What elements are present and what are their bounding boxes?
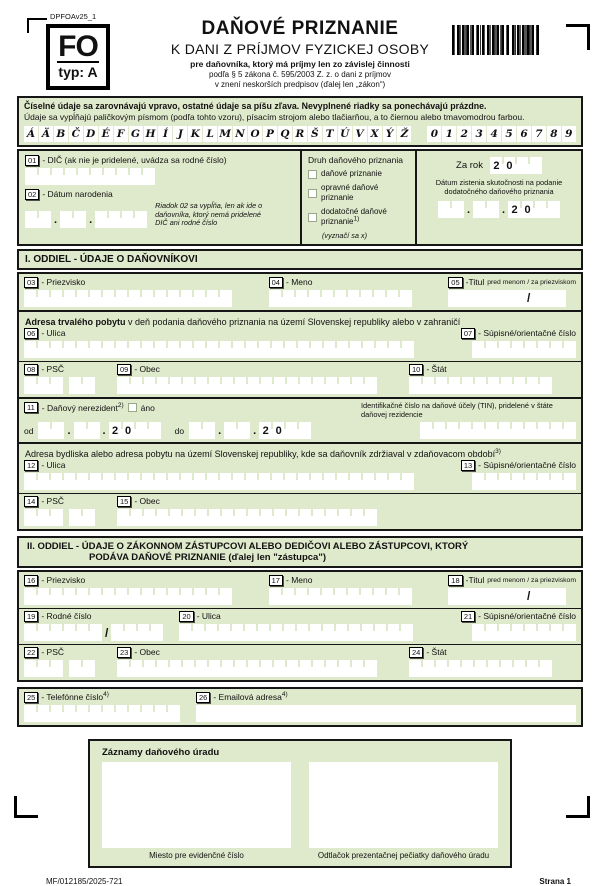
char-cell[interactable]: [50, 509, 63, 526]
birthdate-input[interactable]: [25, 211, 147, 228]
field-18-titul: [448, 575, 576, 605]
char-cell[interactable]: 0: [122, 422, 135, 439]
char-cell[interactable]: [364, 509, 377, 526]
sample-gap: [412, 126, 426, 142]
char-cell[interactable]: [401, 341, 414, 358]
field-11-nerezident: [24, 402, 155, 413]
sample-digit-box: 2: [457, 126, 471, 142]
field-11-label: - Daňový nerezident$^{2)}$: [41, 401, 124, 413]
sample-letter-box: Q: [278, 126, 292, 142]
residence-address-heading: Adresa bydliska alebo adresa pobytu na území Slovenskej republiky, kde sa daňovník zdržiaval v zdaňovacom období$^{3)}$: [25, 448, 501, 460]
sample-letter-box: N: [233, 126, 247, 142]
form-type-variant: typ: A: [58, 64, 98, 80]
sample-letter-box: B: [54, 126, 68, 142]
tax-year-input[interactable]: [490, 157, 542, 174]
field-number-12: 12: [24, 460, 38, 471]
sample-letter-box: G: [129, 126, 143, 142]
char-cell[interactable]: [399, 588, 412, 605]
sample-letter-box: Č: [69, 126, 83, 142]
sample-letter-box: J: [173, 126, 187, 142]
permanent-address-heading: Adresa trvalého pobytu v deň podania daňového priznania na území Slovenskej republiky alebo v zahraničí: [25, 317, 461, 327]
zastupca-titul-input[interactable]: [448, 588, 566, 605]
field-number-06: 06: [24, 328, 38, 339]
char-cell[interactable]: [539, 377, 552, 394]
field-22-label: - PSČ: [41, 647, 65, 658]
crop-mark-bottom-right: [566, 796, 590, 818]
field-23-obec: [117, 647, 377, 677]
field-19-rodne-cislo: [24, 611, 163, 641]
field-07-label: - Súpisné/orientačné číslo: [478, 328, 576, 338]
char-cell[interactable]: 0: [503, 157, 516, 174]
char-cell[interactable]: [563, 341, 576, 358]
field-number-22: 22: [24, 647, 38, 658]
char-cell[interactable]: [87, 422, 100, 439]
zastupca-meno-input[interactable]: [269, 588, 412, 605]
tax-year-label: Za rok: [456, 160, 483, 171]
psc2-input[interactable]: [24, 509, 95, 526]
zastupca-ulica-input[interactable]: [179, 624, 413, 641]
char-cell[interactable]: [563, 422, 576, 439]
sample-letter-box: L: [203, 126, 217, 142]
field-25-label: - Telefónne číslo$^{4)}$: [41, 691, 109, 703]
section1-name-block: [17, 272, 583, 312]
char-cell[interactable]: [563, 473, 576, 490]
dic-column: [19, 151, 300, 244]
field-20-ulica: [179, 611, 413, 641]
ano-label: áno: [140, 402, 155, 413]
field-20-label: - Ulica: [196, 611, 221, 622]
field-number-09: 09: [117, 364, 131, 375]
sample-digit-box: 5: [502, 126, 516, 142]
field-number-24: 24: [409, 647, 423, 658]
field-number-14: 14: [24, 496, 38, 507]
char-cell[interactable]: [451, 201, 464, 218]
form-header: [0, 0, 600, 96]
field-number-11: 11: [24, 402, 38, 413]
field-number-10: 10: [409, 364, 423, 375]
section2-main-block: [17, 570, 583, 682]
rezidencia-do-input[interactable]: [189, 422, 311, 439]
rodne-cislo-input-1[interactable]: [24, 624, 102, 641]
field-03-label: - Priezvisko: [41, 277, 86, 287]
field-number-21: 21: [461, 611, 475, 622]
email-input[interactable]: [196, 705, 576, 722]
nonresident-block: [17, 397, 583, 444]
supisne-cislo2-input[interactable]: [472, 473, 576, 490]
mark-with-x-note: (vyznačí sa x): [322, 231, 368, 240]
char-cell[interactable]: [50, 660, 63, 677]
identification-block: [17, 149, 583, 246]
sample-letter-box: Ú: [338, 126, 352, 142]
field-15-label: - Obec: [134, 496, 160, 507]
char-cell[interactable]: 2: [493, 159, 500, 172]
discovery-date-note: Dátum zistenia skutočnosti na podanie dodatočného daňového priznania: [435, 178, 563, 196]
field-18-sublabel: pred menom / za priezviskom: [487, 577, 576, 585]
field-18-label: -Titul: [465, 575, 485, 586]
stamp-caption: Odtlačok prezentačnej pečiatky daňového úradu: [317, 851, 490, 861]
sample-letter-box: D: [84, 126, 98, 142]
field-05-label: -Titul: [465, 277, 485, 287]
sample-letter-box: Š: [308, 126, 322, 142]
char-cell[interactable]: [148, 422, 161, 439]
sample-digit-box: 7: [532, 126, 546, 142]
field-12-ulica: [24, 460, 414, 490]
field-17-meno: [269, 575, 412, 605]
field-01-dic: [25, 155, 294, 185]
field-22-psc: [24, 647, 95, 677]
char-cell[interactable]: [364, 377, 377, 394]
sample-digit-box: 8: [547, 126, 561, 142]
field-07-supisne: [461, 328, 576, 358]
psc-input[interactable]: [24, 377, 95, 394]
char-cell[interactable]: [486, 201, 499, 218]
option-danove-priznanie: [308, 169, 409, 179]
page-number: Strana 1: [539, 877, 571, 886]
char-cell[interactable]: [219, 588, 232, 605]
tin-input[interactable]: [420, 422, 576, 439]
return-type-column: [300, 151, 415, 244]
char-cell[interactable]: 2: [262, 424, 269, 437]
field-02-note: Riadok 02 sa vypĺňa, len ak ide o daňovníka, ktorý nemá pridelené DIČ ani rodné číslo: [155, 201, 263, 227]
char-cell[interactable]: [142, 168, 155, 185]
char-cell[interactable]: [202, 422, 215, 439]
dic-input[interactable]: [25, 168, 294, 185]
char-cell[interactable]: 2: [511, 203, 518, 216]
sample-letter-box: K: [188, 126, 202, 142]
discovery-date-input[interactable]: [438, 201, 560, 218]
field-number-02: 02: [25, 189, 39, 200]
do-label: do: [174, 426, 185, 437]
char-cell[interactable]: 0: [272, 422, 285, 439]
date-separator: .: [89, 213, 93, 226]
checkbox-dodatocne[interactable]: [308, 213, 317, 222]
char-cell[interactable]: [237, 422, 250, 439]
field-19-label: - Rodné číslo: [41, 611, 92, 622]
field-06-label: - Ulica: [41, 328, 66, 338]
field-01-label: - DIČ (ak nie je pridelené, uvádza sa rodné číslo): [42, 155, 227, 165]
section1-header: I. ODDIEL - ÚDAJE O DAŇOVNÍKOVI: [17, 249, 583, 270]
field-14-psc: [24, 496, 95, 526]
field-24-stat: [409, 647, 552, 677]
char-cell[interactable]: [364, 660, 377, 677]
field-number-26: 26: [196, 692, 210, 703]
instructions-bold: Číselné údaje sa zarovnávajú vpravo, ostatné údaje sa píšu zľava. Nevyplnené riadky sa ponechávajú prázdne.: [24, 101, 487, 111]
char-cell[interactable]: [529, 157, 542, 174]
sample-letter-box: V: [353, 126, 367, 142]
checkbox-nerezident-ano[interactable]: [128, 403, 137, 412]
field-number-07: 07: [461, 328, 475, 339]
records-title: Záznamy daňového úradu: [102, 747, 220, 759]
rezidencia-od-input[interactable]: [38, 422, 160, 439]
od-label: od: [24, 426, 34, 437]
titul-separator: /: [526, 291, 531, 305]
date-separator: .: [253, 425, 257, 438]
sample-digit-box: 3: [472, 126, 486, 142]
divider: [19, 493, 581, 494]
ulica-input[interactable]: [24, 341, 414, 358]
field-10-stat: [409, 364, 552, 394]
ulica2-input[interactable]: [24, 473, 414, 490]
field-23-label: - Obec: [134, 647, 160, 658]
field-26-label: - Emailová adresa$^{4)}$: [213, 691, 288, 703]
divider: [19, 644, 581, 645]
field-number-13: 13: [461, 460, 475, 471]
field-02-birthdate: [25, 189, 294, 228]
field-number-05: 05: [448, 277, 462, 288]
evidence-number-caption: Miesto pre evidenčné číslo: [149, 851, 244, 861]
tax-office-records-box: [88, 739, 512, 868]
field-number-01: 01: [25, 155, 39, 166]
field-02-label: - Dátum narodenia: [42, 189, 113, 199]
zastupca-psc-input[interactable]: [24, 660, 95, 677]
field-05-titul: [448, 277, 576, 307]
priezvisko-input[interactable]: [24, 290, 232, 307]
sample-letter-box: Ž: [397, 126, 411, 142]
sample-letter-box: Ý: [383, 126, 397, 142]
field-15-obec: [117, 496, 377, 526]
field-number-18: 18: [448, 575, 462, 586]
char-cell[interactable]: [82, 377, 95, 394]
section1-address-block: [17, 310, 583, 399]
date-separator: .: [54, 213, 58, 226]
field-21-supisne: [461, 611, 576, 641]
field-04-meno: [269, 277, 412, 307]
obec2-input[interactable]: [117, 509, 377, 526]
evidence-number-area: [102, 762, 291, 848]
field-number-19: 19: [24, 611, 38, 622]
sample-digit-box: 6: [517, 126, 531, 142]
telefon-input[interactable]: [24, 705, 180, 722]
field-08-label: - PSČ: [41, 364, 65, 374]
field-06-ulica: [24, 328, 414, 358]
char-cell[interactable]: [51, 422, 64, 439]
sample-digit-box: 9: [562, 126, 576, 142]
field-number-15: 15: [117, 496, 131, 507]
barcode-icon: [452, 25, 542, 55]
char-cell[interactable]: 2: [112, 424, 119, 437]
sample-digit-box: 0: [427, 126, 441, 142]
field-03-priezvisko: [24, 277, 232, 307]
char-cell[interactable]: [401, 473, 414, 490]
char-cell[interactable]: [82, 660, 95, 677]
char-cell[interactable]: [563, 624, 576, 641]
sample-digit-box: 4: [487, 126, 501, 142]
char-cell[interactable]: [134, 211, 147, 228]
field-number-25: 25: [24, 692, 38, 703]
form-title: DAŇOVÉ PRIZNANIE: [201, 18, 399, 39]
field-13-supisne: [461, 460, 576, 490]
form-title-line3: pre daňovníka, ktorý má príjmy len zo závislej činnosti: [190, 59, 410, 69]
rodne-cislo-separator: /: [105, 626, 109, 641]
sample-letter-box: F: [114, 126, 128, 142]
zastupca-stat-input[interactable]: [409, 660, 552, 677]
zastupca-supisne-input[interactable]: [472, 624, 576, 641]
char-cell[interactable]: [50, 377, 63, 394]
field-10-label: - Štát: [426, 364, 447, 374]
date-separator: .: [466, 204, 470, 217]
titul2-separator: /: [526, 589, 531, 604]
sample-digit-box: 1: [442, 126, 456, 142]
form-code: DPFOAv25_1: [50, 12, 97, 21]
field-21-label: - Súpisné/orientačné číslo: [478, 611, 576, 622]
form-title-line4: podľa § 5 zákona č. 595/2003 Z. z. o dani z príjmov: [209, 70, 391, 79]
rodne-cislo-input-2[interactable]: [111, 624, 163, 641]
sample-letter-box: Ä: [39, 126, 53, 142]
field-number-03: 03: [24, 277, 38, 288]
residence-address-block: [17, 442, 583, 531]
date-separator: .: [67, 425, 71, 438]
field-number-20: 20: [179, 611, 193, 622]
stat-input[interactable]: [409, 377, 552, 394]
divider: [19, 361, 581, 362]
sample-letter-box: O: [248, 126, 262, 142]
form-subtitle: K DANI Z PRÍJMOV FYZICKEJ OSOBY: [170, 41, 430, 57]
char-cell[interactable]: [219, 290, 232, 307]
field-26-email: [196, 692, 576, 722]
obec-input[interactable]: [117, 377, 377, 394]
form-title-line5: v znení neskorších predpisov (ďalej len „zákon“): [214, 80, 386, 89]
char-cell[interactable]: [82, 509, 95, 526]
field-16-priezvisko: [24, 575, 232, 605]
sample-letter-box: P: [263, 126, 277, 142]
sample-letter-box: R: [293, 126, 307, 142]
char-cell[interactable]: 0: [521, 201, 534, 218]
field-09-label: - Obec: [134, 364, 160, 374]
char-cell[interactable]: [38, 211, 51, 228]
zastupca-priezvisko-input[interactable]: [24, 588, 232, 605]
sample-letter-box: X: [368, 126, 382, 142]
section2-header: II. ODDIEL - ÚDAJE O ZÁKONNOM ZÁSTUPCOVI ALEBO DEDIČOVI ALEBO ZÁSTUPCOVI, KTORÝ PODÁVA DAŇOVÉ PRIZNANIE (ďalej len "zástupca"): [17, 536, 583, 568]
checkbox-opravne[interactable]: [308, 189, 317, 198]
field-13-label: - Súpisné/orientačné číslo: [478, 460, 576, 471]
footer-document-number: MF/012185/2025-721: [46, 877, 123, 886]
field-number-17: 17: [269, 575, 283, 586]
sample-letter-box: Á: [24, 126, 38, 142]
option-opravne: [308, 183, 409, 203]
field-16-label: - Priezvisko: [41, 575, 86, 586]
tin-note: Identifikačné číslo na daňové účely (TIN), pridelené v štáte daňovej rezidencie: [361, 401, 553, 419]
stamp-area: [309, 762, 498, 848]
field-25-telefon: [24, 692, 180, 722]
divider: [19, 608, 581, 609]
char-cell[interactable]: [298, 422, 311, 439]
field-04-label: - Meno: [285, 277, 313, 287]
checkbox-danove-priznanie[interactable]: [308, 170, 317, 179]
date-separator: .: [102, 425, 106, 438]
sample-letter-box: M: [219, 128, 231, 140]
tax-year-column: [415, 151, 581, 244]
char-cell[interactable]: [89, 624, 102, 641]
field-24-label: - Štát: [426, 647, 447, 658]
instructions-normal: Údaje sa vypĺňajú paličkovým písmom (podľa tohto vzoru), písacím strojom alebo tlačiarňou, a to čiernou alebo tmavomodrou farbou.: [24, 112, 525, 122]
sample-letter-box: Í: [158, 126, 172, 142]
field-01-label-row: [25, 155, 294, 166]
sample-characters-row: [24, 126, 576, 142]
sample-letter-box: T: [323, 126, 337, 142]
crop-mark-bottom-left: [14, 796, 38, 818]
return-type-title: Druh daňového priznania: [308, 155, 403, 165]
meno-input[interactable]: [269, 290, 412, 307]
date-separator: .: [502, 204, 506, 217]
page-footer: [17, 877, 583, 886]
sample-letter-box: É: [99, 126, 113, 142]
field-14-label: - PSČ: [41, 496, 65, 507]
field-number-23: 23: [117, 647, 131, 658]
field-02-label-row: [25, 189, 294, 200]
field-09-obec: [117, 364, 377, 394]
field-17-label: - Meno: [285, 575, 313, 586]
form-type-box: [46, 24, 110, 90]
form-type-fo: FO: [58, 30, 98, 63]
char-cell[interactable]: [399, 290, 412, 307]
titul-input[interactable]: [448, 290, 566, 307]
char-cell[interactable]: [547, 201, 560, 218]
char-cell[interactable]: [400, 624, 413, 641]
form-titles: [120, 18, 480, 89]
field-12-label: - Ulica: [41, 460, 66, 471]
supisne-cislo-input[interactable]: [472, 341, 576, 358]
field-05-sublabel: pred menom / za priezviskom: [487, 279, 576, 286]
char-cell[interactable]: [73, 211, 86, 228]
instructions-band: [17, 96, 583, 147]
date-separator: .: [218, 425, 222, 438]
option-label-3: dodatočné daňové priznanie$^{1)}$: [321, 207, 387, 226]
option-dodatocne: [308, 207, 409, 227]
contact-block: [17, 687, 583, 727]
field-number-04: 04: [269, 277, 283, 288]
field-number-08: 08: [24, 364, 38, 375]
char-cell[interactable]: [539, 660, 552, 677]
option-label-1: daňové priznanie: [321, 169, 382, 178]
char-cell[interactable]: [150, 624, 163, 641]
sample-letter-box: H: [144, 126, 158, 142]
option-label-2: opravné daňové priznanie: [321, 183, 379, 202]
field-08-psc: [24, 364, 95, 394]
char-cell[interactable]: [167, 705, 180, 722]
field-number-16: 16: [24, 575, 38, 586]
zastupca-obec-input[interactable]: [117, 660, 377, 677]
